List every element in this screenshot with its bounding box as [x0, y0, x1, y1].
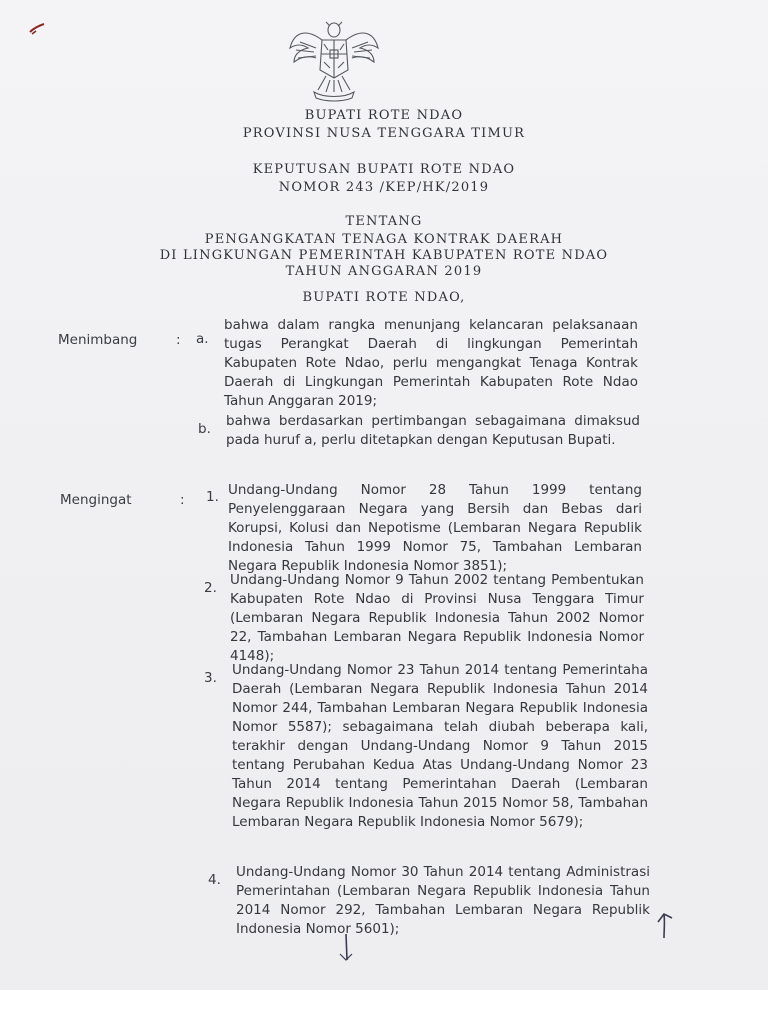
mengingat-item-marker: 3.: [204, 670, 217, 686]
subject-line-1: PENGANGKATAN TENAGA KONTRAK DAERAH: [204, 232, 564, 247]
subject-line-3: TAHUN ANGGARAN 2019: [285, 264, 483, 279]
menimbang-label: Menimbang: [58, 332, 138, 348]
mengingat-item-marker: 1.: [206, 489, 219, 505]
menimbang-colon: :: [176, 332, 181, 348]
menimbang-item-marker: b.: [198, 421, 211, 437]
mengingat-colon: :: [180, 492, 185, 508]
tentang-heading: TENTANG: [345, 214, 423, 229]
mengingat-item-marker: 2.: [204, 580, 217, 596]
mengingat-item-marker: 4.: [208, 872, 221, 888]
mengingat-label: Mengingat: [60, 492, 132, 508]
regent-title: BUPATI ROTE NDAO: [304, 108, 464, 123]
menimbang-item-text: bahwa berdasarkan pertimbangan sebagaimana dimaksud pada huruf a, perlu ditetapkan dengan Keputusan Bupati.: [226, 413, 640, 448]
ink-stroke-icon: [336, 932, 356, 962]
menimbang-item-marker: a.: [196, 331, 209, 347]
mengingat-item-text: Undang-Undang Nomor 28 Tahun 1999 tentang Penyelenggaraan Negara yang Bersih dan Bebas dari Korupsi, Kolusi dan Nepotisme (Lembaran Negara Republik Indonesia Tahun 1999 Nomor 75, Tambahan Lembaran Negara Republik Indonesia Nomor 3851);: [228, 482, 642, 574]
province-title: PROVINSI NUSA TENGGARA TIMUR: [242, 126, 526, 141]
mengingat-item-text: Undang-Undang Nomor 23 Tahun 2014 tentang Pemerintaha Daerah (Lembaran Negara Republik Indonesia Tahun 2014 Nomor 244, Tambahan Lembaran Negara Republik Indonesia Nomor 5587); sebagaimana telah diubah beberapa kali, terakhir dengan Undang-Undang Nomor 9 Tahun 2015 tentang Perubahan Kedua Atas Undang-Undang Nomor 23 Tahun 2014 tentang Pemerintahan Daerah (Lembaran Negara Republik Indonesia Tahun 2015 Nomor 58, Tambahan Lembaran Negara Republik Indonesia Nomor 5679);: [232, 662, 648, 830]
official-heading: BUPATI ROTE NDAO,: [302, 290, 466, 305]
mengingat-item-text: Undang-Undang Nomor 9 Tahun 2002 tentang Pembentukan Kabupaten Rote Ndao di Provinsi Nusa Tenggara Timur (Lembaran Negara Republik Indonesia Tahun 2002 Nomor 22, Tambahan Lembaran Negara Republik Indonesia Nomor 4148);: [230, 572, 644, 664]
mengingat-item-text: Undang-Undang Nomor 30 Tahun 2014 tentang Administrasi Pemerintahan (Lembaran Negara Republik Indonesia Tahun 2014 Nomor 292, Tambahan Lembaran Negara Republik Indonesia Nomor 5601);: [236, 864, 650, 937]
ink-corner-mark-icon: [28, 20, 50, 36]
menimbang-item-text: bahwa dalam rangka menunjang kelancaran pelaksanaan tugas Perangkat Daerah di lingkungan Pemerintah Kabupaten Rote Ndao, perlu mengangkat Tenaga Kontrak Daerah di Lingkungan Pemerintah Kabupaten Rote Ndao Tahun Anggaran 2019;: [224, 317, 638, 409]
ink-arrow-icon: [652, 910, 678, 940]
subject-line-2: DI LINGKUNGAN PEMERINTAH KABUPATEN ROTE NDAO: [159, 248, 609, 263]
page-bottom-margin: [0, 990, 768, 1024]
decree-title: KEPUTUSAN BUPATI ROTE NDAO: [252, 162, 516, 177]
decree-number: NOMOR 243 /KEP/HK/2019: [278, 180, 490, 195]
garuda-emblem-icon: [286, 18, 382, 102]
